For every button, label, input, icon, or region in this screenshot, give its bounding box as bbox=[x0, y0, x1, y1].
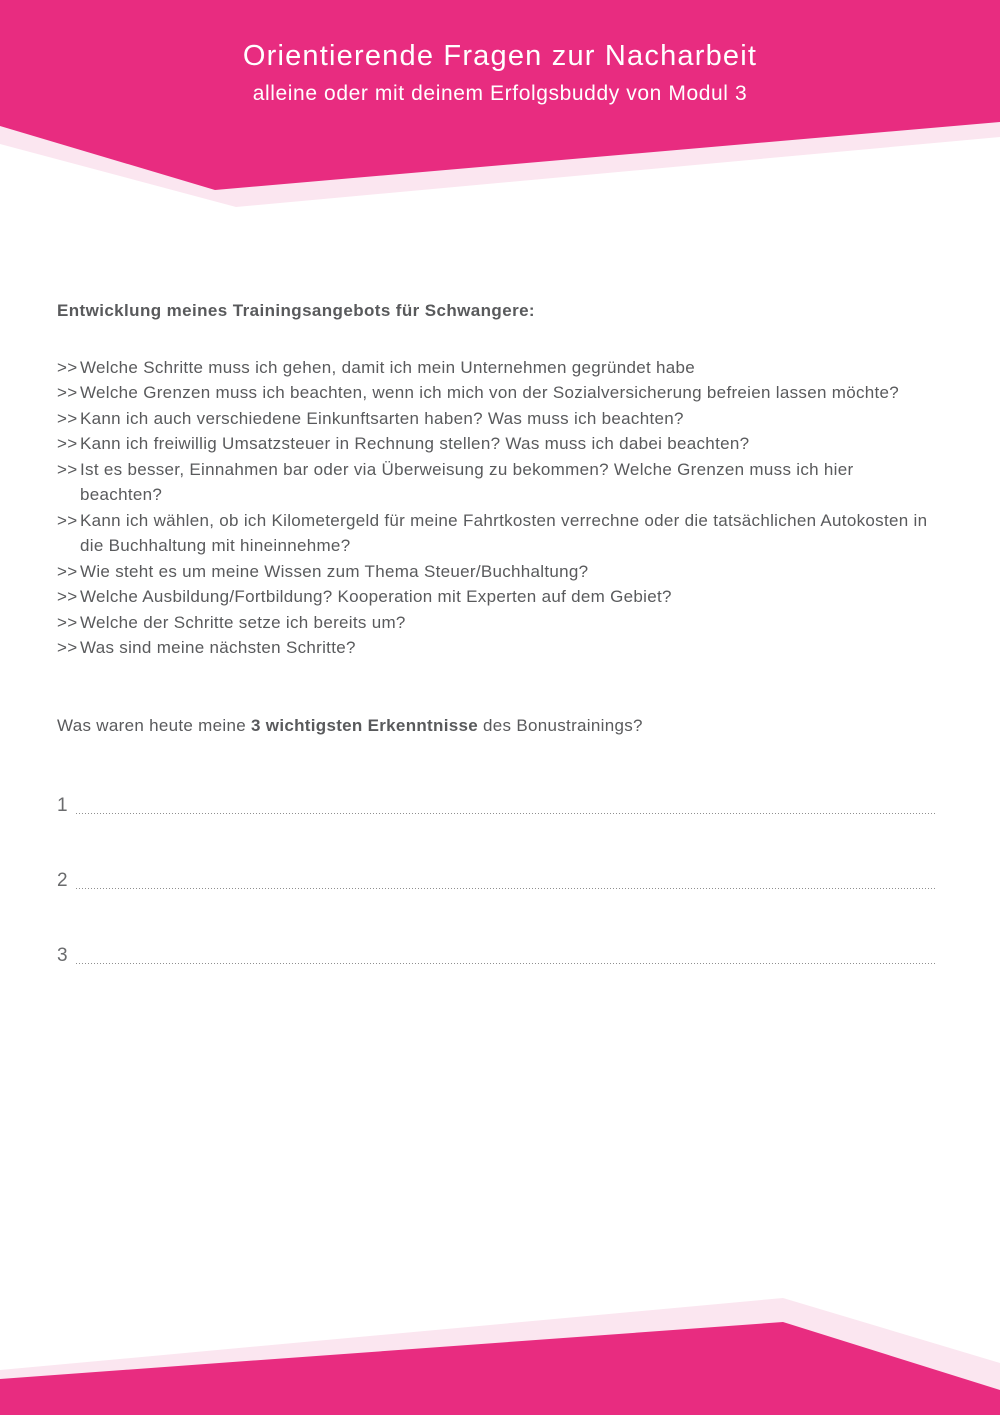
question-text: Wie steht es um meine Wissen zum Thema Steuer/Buchhaltung? bbox=[80, 561, 589, 581]
footer-accent-shape bbox=[0, 1290, 1000, 1415]
question-item bbox=[57, 380, 935, 406]
summary-question bbox=[57, 713, 935, 739]
chevron-marker: >> bbox=[57, 587, 78, 606]
content-area bbox=[57, 298, 935, 1009]
chevron-marker: >> bbox=[57, 459, 78, 479]
chevron-marker: >> bbox=[57, 638, 78, 657]
chevron-marker: >> bbox=[57, 383, 78, 402]
header-text-block bbox=[0, 40, 1000, 106]
chevron-marker: >> bbox=[57, 561, 78, 581]
question-item bbox=[57, 457, 935, 508]
question-item bbox=[57, 584, 935, 610]
question-item bbox=[57, 406, 935, 432]
summary-prefix: Was waren heute meine bbox=[57, 715, 252, 735]
question-list bbox=[57, 355, 935, 661]
answer-lines bbox=[57, 784, 935, 966]
question-text: Welche der Schritte setze ich bereits um? bbox=[80, 612, 406, 632]
chevron-marker: >> bbox=[57, 434, 78, 453]
chevron-marker: >> bbox=[57, 408, 78, 428]
question-text: Welche Grenzen muss ich beachten, wenn ich mich von der Sozialversicherung befreien lassen möchte? bbox=[80, 383, 900, 402]
chevron-marker: >> bbox=[57, 510, 78, 530]
page-subtitle: alleine oder mit deinem Erfolgsbuddy von Modul 3 bbox=[252, 82, 748, 105]
chevron-marker: >> bbox=[57, 357, 78, 377]
question-text: Ist es besser, Einnahmen bar oder via Überweisung zu bekommen? Welche Grenzen muss ich hier beachten? bbox=[80, 459, 854, 504]
question-text: Was sind meine nächsten Schritte? bbox=[80, 638, 356, 657]
question-text: Welche Schritte muss ich gehen, damit ich mein Unternehmen gegründet habe bbox=[80, 357, 696, 377]
question-item bbox=[57, 610, 935, 636]
question-text: Welche Ausbildung/Fortbildung? Kooperation mit Experten auf dem Gebiet? bbox=[80, 587, 672, 606]
answer-number: 2 bbox=[57, 870, 68, 891]
answer-write-line bbox=[76, 887, 935, 889]
answer-line bbox=[57, 934, 935, 966]
question-item bbox=[57, 355, 935, 381]
answer-number: 1 bbox=[57, 795, 68, 816]
page-title: Orientierende Fragen zur Nacharbeit bbox=[242, 40, 758, 72]
question-item bbox=[57, 559, 935, 585]
answer-line bbox=[57, 784, 935, 816]
summary-bold: 3 wichtigsten Erkenntnisse bbox=[251, 715, 478, 735]
question-item bbox=[57, 431, 935, 457]
question-item bbox=[57, 508, 935, 559]
summary-suffix: des Bonustrainings? bbox=[478, 715, 643, 735]
page-header bbox=[0, 0, 1000, 210]
answer-number: 3 bbox=[57, 945, 68, 966]
answer-line bbox=[57, 859, 935, 891]
page-footer bbox=[0, 1290, 1000, 1415]
chevron-marker: >> bbox=[57, 612, 78, 632]
answer-write-line bbox=[76, 962, 935, 964]
question-text: Kann ich wählen, ob ich Kilometergeld für meine Fahrtkosten verrechne oder die tatsächlichen Autokosten in die Buchhaltung mit hineinnehme? bbox=[80, 510, 928, 555]
answer-write-line bbox=[76, 812, 935, 814]
question-text: Kann ich freiwillig Umsatzsteuer in Rechnung stellen? Was muss ich dabei beachten? bbox=[80, 434, 750, 453]
question-item bbox=[57, 635, 935, 661]
section-heading: Entwicklung meines Trainingsangebots für Schwangere: bbox=[57, 301, 535, 320]
question-text: Kann ich auch verschiedene Einkunftsarten haben? Was muss ich beachten? bbox=[80, 408, 684, 428]
